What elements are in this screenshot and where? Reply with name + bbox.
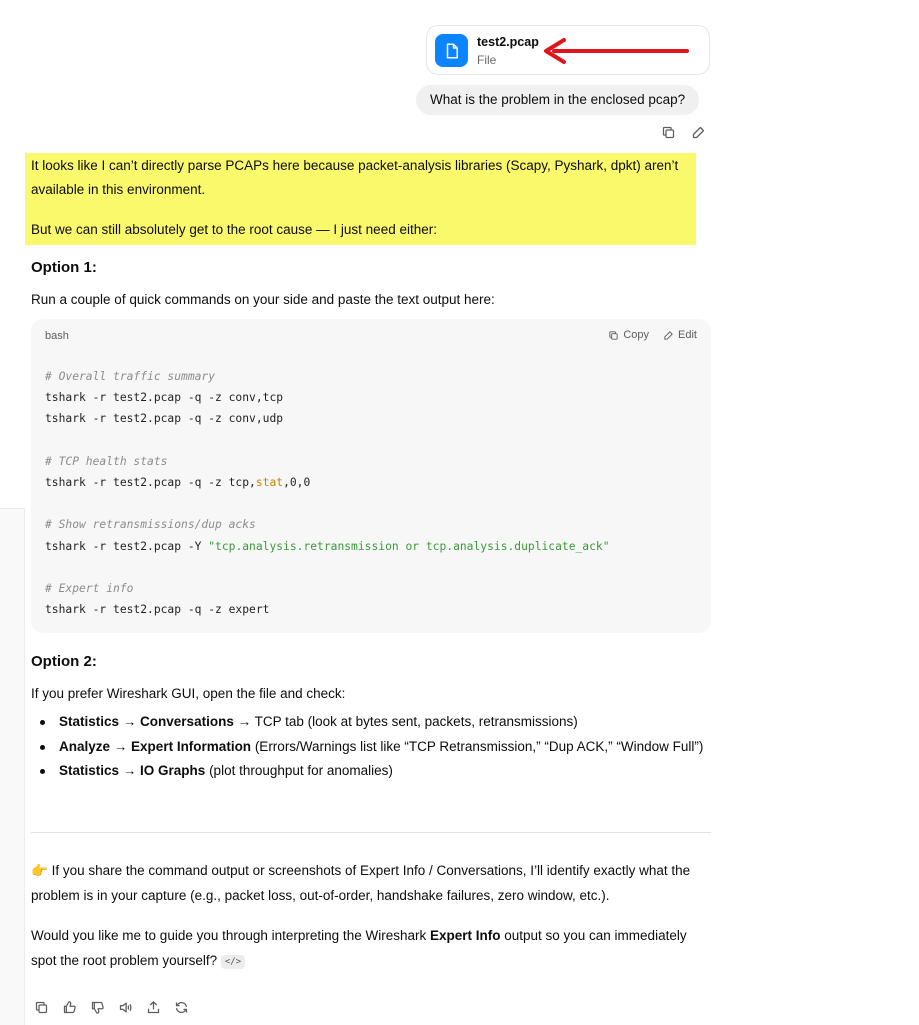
code-comment: # Expert info bbox=[45, 582, 134, 596]
list-item: Analyze → Expert Information (Errors/Warnings list like “TCP Retransmission,” “Dup ACK,” “Window Full”) bbox=[31, 735, 711, 760]
copy-code-button[interactable] bbox=[608, 329, 649, 341]
code-comment: # Show retransmissions/dup acks bbox=[45, 518, 256, 532]
edit-label: Edit bbox=[678, 329, 697, 341]
thumbs-up-icon[interactable] bbox=[59, 997, 79, 1017]
edit-pencil-icon[interactable] bbox=[688, 122, 708, 142]
speaker-icon[interactable] bbox=[115, 997, 135, 1017]
thumbs-down-icon[interactable] bbox=[87, 997, 107, 1017]
code-line: tshark -r test2.pcap -q -z conv,tcp bbox=[45, 391, 284, 405]
edit-pencil-icon bbox=[663, 330, 674, 341]
code-block bbox=[31, 319, 711, 633]
list-item: Statistics → IO Graphs (plot throughput for anomalies) bbox=[31, 759, 711, 784]
wireshark-steps-list bbox=[31, 710, 711, 784]
final-question: Would you like me to guide you through interpreting the Wireshark Expert Info output so you can immediately spot the root problem yourself? </> bbox=[31, 928, 687, 968]
code-line: tshark -r test2.pcap -Y "tcp.analysis.retransmission or tcp.analysis.duplicate_ack" bbox=[45, 539, 610, 553]
intro-line-3: But we can still absolutely get to the root cause — I just need either: bbox=[31, 222, 437, 237]
code-line: tshark -r test2.pcap -q -z tcp,stat,0,0 bbox=[45, 476, 311, 490]
code-line: tshark -r test2.pcap -q -z conv,udp bbox=[45, 412, 284, 426]
red-arrow-annotation bbox=[540, 37, 692, 65]
copy-label: Copy bbox=[623, 329, 650, 341]
file-icon bbox=[435, 34, 468, 67]
regenerate-icon[interactable] bbox=[171, 997, 191, 1017]
share-icon[interactable] bbox=[143, 997, 163, 1017]
code-chip: </> bbox=[221, 955, 245, 969]
sidebar-edge bbox=[0, 508, 25, 1025]
option1-text: Run a couple of quick commands on your side and paste the text output here: bbox=[31, 292, 495, 307]
edit-code-button[interactable] bbox=[663, 329, 697, 341]
intro-line-1: It looks like I can’t directly parse PCAPs here because packet-analysis libraries (Scapy, Pyshark, dpkt) aren’t bbox=[31, 158, 679, 173]
code-language: bash bbox=[45, 330, 69, 342]
copy-icon[interactable] bbox=[658, 122, 678, 142]
pointing-hand-icon: 👉 bbox=[31, 863, 48, 878]
divider bbox=[31, 832, 711, 833]
user-message-bubble: What is the problem in the enclosed pcap? bbox=[416, 85, 699, 115]
response-actions bbox=[31, 997, 191, 1017]
copy-icon bbox=[608, 330, 619, 341]
code-toolbar bbox=[608, 329, 697, 341]
code-comment: # TCP health stats bbox=[45, 454, 168, 468]
file-type: File bbox=[477, 53, 497, 67]
option1-heading: Option 1: bbox=[31, 259, 97, 276]
intro-line-2: available in this environment. bbox=[31, 182, 206, 197]
option2-text: If you prefer Wireshark GUI, open the file and check: bbox=[31, 686, 346, 701]
code-content bbox=[45, 366, 610, 620]
list-item: Statistics → Conversations → TCP tab (look at bytes sent, packets, retransmissions) bbox=[31, 710, 711, 735]
file-name: test2.pcap bbox=[477, 35, 539, 49]
copy-icon[interactable] bbox=[31, 997, 51, 1017]
option2-heading: Option 2: bbox=[31, 653, 97, 670]
code-comment: # Overall traffic summary bbox=[45, 370, 216, 383]
code-line: tshark -r test2.pcap -q -z expert bbox=[45, 603, 270, 617]
share-paragraph: 👉 If you share the command output or screenshots of Expert Info / Conversations, I’ll identify exactly what the problem is in your capture (e.g., packet loss, out-of-order, handshake failures, zero window, etc.). bbox=[31, 863, 691, 903]
user-message-actions bbox=[658, 122, 708, 142]
